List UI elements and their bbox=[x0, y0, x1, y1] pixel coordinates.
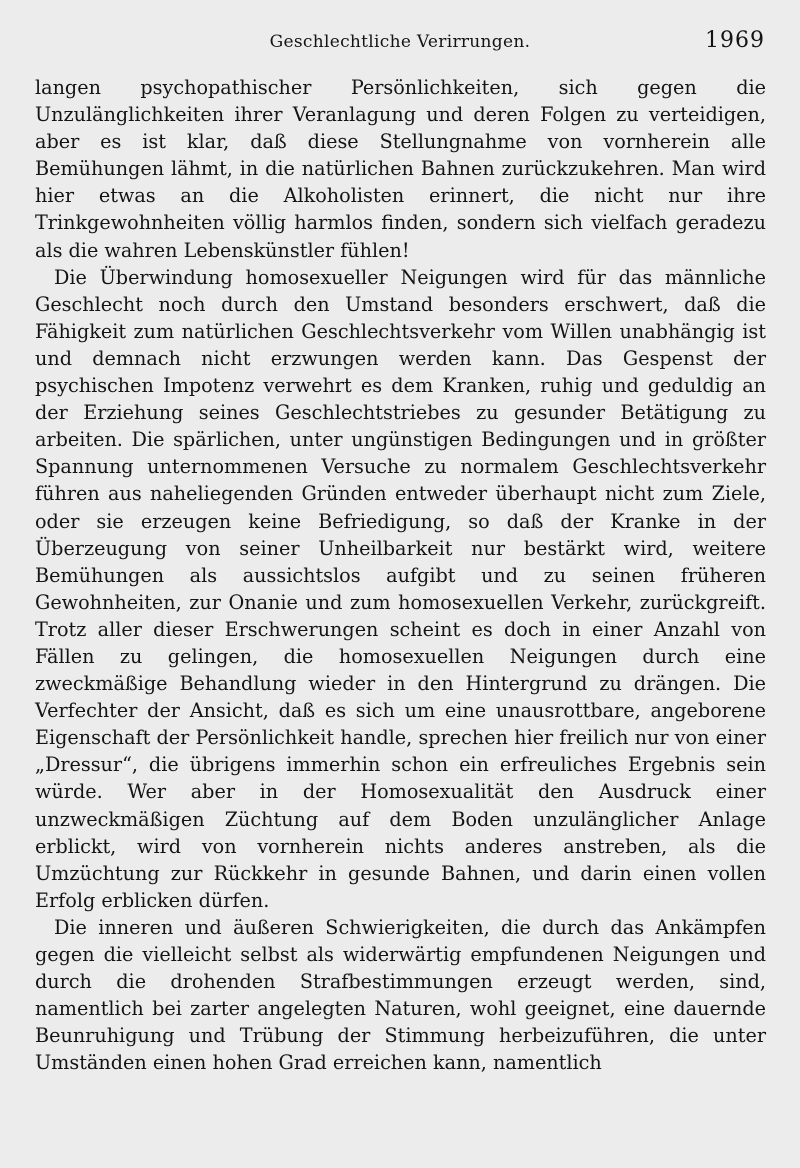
page-number: 1969 bbox=[705, 28, 765, 53]
running-title: Geschlechtliche Verirrungen. bbox=[269, 32, 531, 52]
page-header bbox=[35, 28, 765, 62]
body-text bbox=[35, 74, 766, 1076]
paragraph-3: Die inneren und äußeren Schwierigkeiten, die durch das Ankämpfen gegen die vielleicht selbst als widerwärtig empfundenen Neigungen und durch die drohenden Strafbestimmungen erzeugt werden, sind, namentlich bei zarter angelegten Naturen, wohl geeignet, eine dauernde Beunruhigung und Trübung der Stimmung herbeizuführen, die unter Umständen einen hohen Grad erreichen kann, namentlich bbox=[35, 915, 766, 1075]
paragraph-1: langen psychopathischer Persönlichkeiten, sich gegen die Unzulänglichkeiten ihrer Veranlagung und deren Folgen zu verteidigen, aber es ist klar, daß diese Stellungnahme von vornherein alle Bemühungen lähmt, in die natürlichen Bahnen zurückzukehren. Man wird hier etwas an die Alkoholisten erinnert, die nicht nur ihre Trinkgewohnheiten völlig harmlos finden, sondern sich vielfach geradezu als die wahren Lebenskünstler fühlen! bbox=[35, 76, 766, 262]
paragraph-2: Die Überwindung homosexueller Neigungen wird für das männliche Geschlecht noch durch den Umstand besonders erschwert, daß die Fähigkeit zum natürlichen Geschlechtsverkehr vom Willen unabhängig ist und demnach nicht erzwungen werden kann. Das Gespenst der psychischen Impotenz verwehrt es dem Kranken, ruhig und geduldig an der Erziehung seines Geschlechtstriebes zu gesunder Betätigung zu arbeiten. Die spärlichen, unter ungünstigen Bedingungen und in größter Spannung unternommenen Versuche zu normalem Geschlechtsverkehr führen aus naheliegenden Gründen entweder überhaupt nicht zum Ziele, oder sie erzeugen keine Befriedigung, so daß der Kranke in der Überzeugung von seiner Unheilbarkeit nur bestärkt wird, weitere Bemühungen als aussichtslos aufgibt und zu seinen früheren Gewohnheiten, zur Onanie und zum homosexuellen Verkehr, zurückgreift. Trotz aller dieser Erschwerungen scheint es doch in einer Anzahl von Fällen zu gelingen, die homosexuellen Neigungen durch eine zweckmäßige Behandlung wieder in den Hintergrund zu drängen. Die Verfechter der Ansicht, daß es sich um eine unausrottbare, angeborene Eigenschaft der Persönlichkeit handle, sprechen hier freilich nur von einer „Dressur“, die übrigens immerhin schon ein erfreuliches Ergebnis sein würde. Wer aber in der Homosexualität den Ausdruck einer unzweckmäßigen Züchtung auf dem Boden unzulänglicher Anlage erblickt, wird von vornherein nichts anderes anstreben, als die Umzüchtung zur Rückkehr in gesunde Bahnen, und darin einen vollen Erfolg erblicken dürfen. bbox=[35, 265, 766, 912]
